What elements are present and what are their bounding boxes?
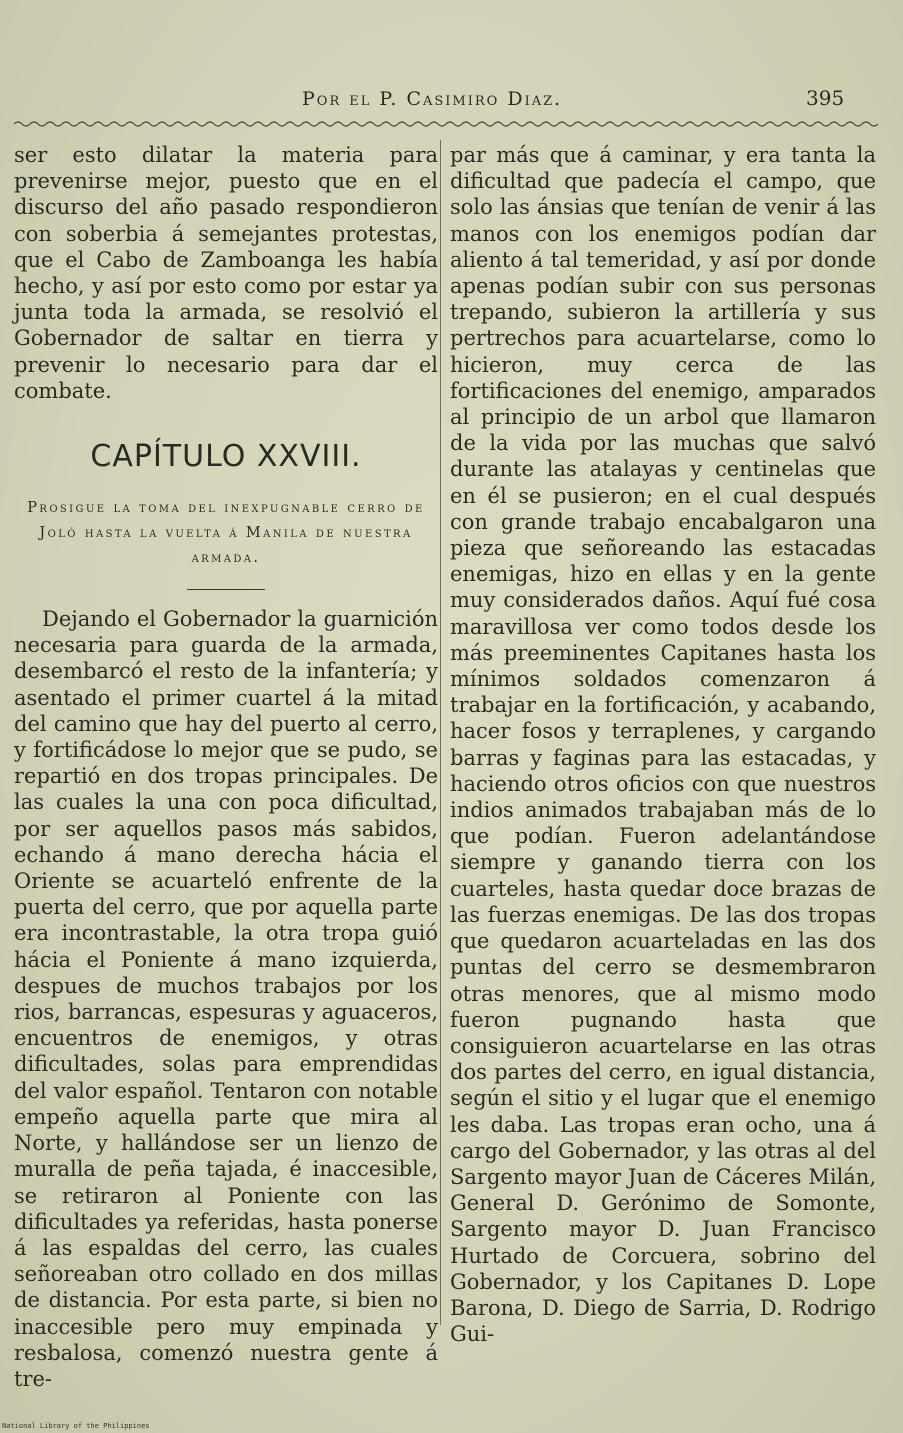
chapter-title: CAPÍTULO XXVIII.	[90, 439, 362, 475]
right-column	[450, 142, 876, 1347]
short-rule	[187, 589, 265, 590]
right-column-text: par más que á caminar, y era tanta la dificultad que padecía el campo, que solo las ánsias que tenían de venir á las manos con los enemigos podían dar aliento á tal temeridad, y así por donde apenas podían subir con sus personas trepando, subieron la artillería y sus pertrechos para acuartelarse, como lo hicieron, muy cerca de las fortificaciones del enemigo, amparados al principio de un arbol que llamaron de la vida por las muchas que salvó durante las atalayas y centinelas que en él se pusieron; en el cual después con grande trabajo encabalgaron una pieza que señoreando las estacadas enemigas, hizo en ellas y en la gente muy considerados daños. Aquí fué cosa maravillosa ver como todos desde los más preeminentes Capitanes hasta los mínimos soldados comenzaron á trabajar en la fortificación, y acabando, hacer fosos y terraplenes, y cargando barras y faginas para las estacadas, y haciendo otros oficios con que nuestros indios animados trabajaban más de lo que podían. Fueron adelantándose siempre y ganando tierra con los cuarteles, hasta quedar doce brazas de las fuerzas enemigas. De las dos tropas que quedaron acuarteladas en las dos puntas del cerro se desmembraron otras menores, que al mismo modo fueron pugnando hasta que consiguieron acuartelarse en las otras dos partes del cerro, en igual distancia, según el sitio y el lugar que el enemigo les daba. Las tropas eran ocho, una á cargo del Gobernador, y las otras al del Sargento mayor Juan de Cáceres Milán, General D. Gerónimo de Somonte, Sargento mayor D. Juan Francisco Hurtado de Corcuera, sobrino del Gobernador, y los Capitanes D. Lope Barona, D. Diego de Sarria, D. Rodrigo Gui-	[450, 143, 876, 1347]
page-header	[0, 84, 903, 124]
left-column	[14, 142, 438, 1392]
library-credit: National Library of the Philippines	[2, 1422, 150, 1430]
continuation-text: ser esto dilatar la materia para prevenirse mejor, puesto que en el discurso del año pasado respondieron con soberbia á semejantes protestas, que el Cabo de Zamboanga les había hecho, y así por esto como por estar ya junta toda la armada, se resolvió el Gobernador de saltar en tierra y prevenir lo necesario para dar el combate.	[14, 143, 438, 403]
page-number: 395	[806, 86, 845, 110]
chapter-summary: Prosigue la toma del inexpugnable cerro de Joló hasta la vuelta á Manila de nuestra armada.	[27, 500, 425, 567]
running-title: Por el P. Casimiro Diaz.	[302, 88, 563, 110]
chapter-paragraph: Dejando el Gobernador la guarnición necesaria para guarda de la armada, desembarcó el resto de la infantería; y asentado el primer cuartel á la mitad del camino que hay del puerto al cerro, y fortificádose lo mejor que se pudo, se repartió en dos tropas principales. De las cuales la una con poca dificultad, por ser aquellos pasos más sabidos, echando á mano derecha hácia el Oriente se acuarteló enfrente de la puerta del cerro, que por aquella parte era incontrastable, la otra tropa guió hácia el Poniente á mano izquierda, despues de muchos trabajos por los rios, barrancas, espesuras y aguaceros, encuentros de enemigos, y otras dificultades, solas para emprendidas del valor español. Tentaron con notable empeño aquella parte que mira al Norte, y hallándose ser un lienzo de muralla de peña tajada, é inaccesible, se retiraron al Poniente con las dificultades ya referidas, hasta ponerse á las espaldas del cerro, las cuales señoreaban otro collado en dos millas de distancia. Por esta parte, si bien no inaccesible pero muy empinada y resbalosa, comenzó nuestra gente á tre-	[14, 607, 438, 1391]
column-divider	[440, 140, 441, 1325]
wavy-rule	[14, 120, 880, 128]
